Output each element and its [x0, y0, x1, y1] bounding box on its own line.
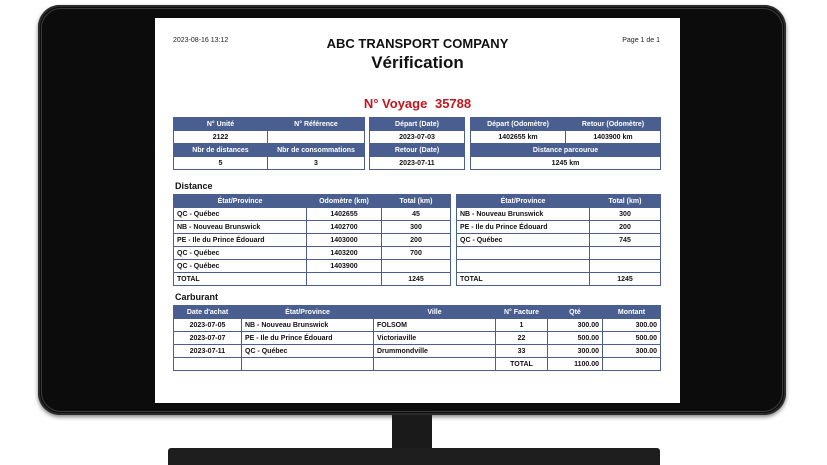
row-province: NB - Nouveau Brunswick: [457, 208, 590, 221]
empty-cell: [457, 260, 590, 273]
table-row: [457, 247, 661, 260]
depart-odo: 1402655 km: [471, 131, 566, 144]
row-date: 2023-07-05: [174, 319, 242, 332]
row-amount: 500.00: [603, 332, 661, 345]
row-total: 700: [382, 247, 451, 260]
col-total: Total (km): [382, 195, 451, 208]
empty-cell: [374, 358, 496, 371]
total-row: [174, 273, 451, 286]
table-row: [457, 221, 661, 234]
empty-cell: [457, 247, 590, 260]
row-odometer: 1403000: [307, 234, 382, 247]
print-date: 2023-08-16 13:12: [173, 37, 229, 44]
col-city: Ville: [374, 306, 496, 319]
row-total: 300: [382, 221, 451, 234]
monitor-stand-neck: [392, 415, 432, 451]
row-total: 745: [590, 234, 661, 247]
total-quantity: 1100.00: [548, 358, 603, 371]
table-row: [174, 247, 451, 260]
row-province: QC - Québec: [457, 234, 590, 247]
row-total: 300: [590, 208, 661, 221]
row-city: Victoriaville: [374, 332, 496, 345]
row-quantity: 300.00: [548, 319, 603, 332]
distances-count-header: Nbr de distances: [174, 144, 268, 157]
retour-odo: 1403900 km: [566, 131, 661, 144]
row-invoice: 22: [496, 332, 548, 345]
row-province: QC - Québec: [242, 345, 374, 358]
empty-cell: [307, 273, 382, 286]
row-province: NB - Nouveau Brunswick: [242, 319, 374, 332]
retour-date-header: Retour (Date): [370, 144, 465, 157]
monitor-stand-base: [168, 448, 660, 465]
table-row: [174, 345, 661, 358]
row-amount: 300.00: [603, 345, 661, 358]
odometer-table: [470, 117, 661, 170]
distances-count: 5: [174, 157, 268, 170]
row-date: 2023-07-07: [174, 332, 242, 345]
row-odometer: 1403200: [307, 247, 382, 260]
row-odometer: 1402700: [307, 221, 382, 234]
distance-detail-table: [173, 194, 451, 286]
row-quantity: 500.00: [548, 332, 603, 345]
col-province: État/Province: [174, 195, 307, 208]
total-label: TOTAL: [174, 273, 307, 286]
unit-value: 2122: [174, 131, 268, 144]
total-value: 1245: [590, 273, 661, 286]
row-total: 200: [590, 221, 661, 234]
empty-cell: [603, 358, 661, 371]
row-city: FOLSOM: [374, 319, 496, 332]
col-province: État/Province: [457, 195, 590, 208]
row-province: QC - Québec: [174, 208, 307, 221]
row-odometer: 1403900: [307, 260, 382, 273]
fuel-table: [173, 305, 661, 371]
row-province: PE - Ile du Prince Édouard: [457, 221, 590, 234]
retour-odo-header: Retour (Odomètre): [566, 118, 661, 131]
distance-summary-table: [456, 194, 661, 286]
col-invoice: N° Facture: [496, 306, 548, 319]
voyage-value: 35788: [434, 96, 472, 111]
retour-date: 2023-07-11: [370, 157, 465, 170]
table-row: [174, 208, 451, 221]
consumptions-count-header: Nbr de consommations: [268, 144, 365, 157]
row-province: QC - Québec: [174, 247, 307, 260]
col-amount: Montant: [603, 306, 661, 319]
col-purchase-date: Date d'achat: [174, 306, 242, 319]
col-total: Total (km): [590, 195, 661, 208]
distance-section-title: Distance: [175, 181, 213, 191]
row-invoice: 1: [496, 319, 548, 332]
row-total: 200: [382, 234, 451, 247]
total-label: TOTAL: [457, 273, 590, 286]
unit-header: N° Unité: [174, 118, 268, 131]
row-city: Drummondville: [374, 345, 496, 358]
table-row: [174, 332, 661, 345]
report-page: [155, 18, 680, 403]
report-title: Vérification: [371, 53, 464, 72]
table-row: [174, 221, 451, 234]
table-row: [457, 234, 661, 247]
empty-cell: [590, 260, 661, 273]
empty-cell: [590, 247, 661, 260]
total-label: TOTAL: [496, 358, 548, 371]
row-province: PE - Ile du Prince Édouard: [242, 332, 374, 345]
dates-table: [369, 117, 465, 170]
company-name: ABC TRANSPORT COMPANY: [326, 36, 509, 51]
row-quantity: 300.00: [548, 345, 603, 358]
row-province: NB - Nouveau Brunswick: [174, 221, 307, 234]
unit-table: [173, 117, 365, 170]
distance-value: 1245 km: [471, 157, 661, 170]
row-total: [382, 260, 451, 273]
fuel-section-title: Carburant: [175, 292, 219, 302]
page-indicator: Page 1 de 1: [622, 37, 660, 44]
col-quantity: Qté: [548, 306, 603, 319]
row-odometer: 1402655: [307, 208, 382, 221]
distance-header: Distance parcourue: [471, 144, 661, 157]
empty-cell: [174, 358, 242, 371]
voyage-label: N° Voyage: [363, 96, 428, 111]
row-province: QC - Québec: [174, 260, 307, 273]
table-row: [457, 260, 661, 273]
total-value: 1245: [382, 273, 451, 286]
depart-odo-header: Départ (Odomètre): [471, 118, 566, 131]
total-row: [457, 273, 661, 286]
col-province: État/Province: [242, 306, 374, 319]
depart-date-header: Départ (Date): [370, 118, 465, 131]
ref-value: [268, 131, 365, 144]
consumptions-count: 3: [268, 157, 365, 170]
table-row: [457, 208, 661, 221]
table-row: [174, 319, 661, 332]
row-amount: 300.00: [603, 319, 661, 332]
depart-date: 2023-07-03: [370, 131, 465, 144]
voyage-number: [155, 96, 680, 111]
table-row: [174, 234, 451, 247]
row-invoice: 33: [496, 345, 548, 358]
ref-header: N° Référence: [268, 118, 365, 131]
table-row: [174, 260, 451, 273]
row-province: PE - Ile du Prince Édouard: [174, 234, 307, 247]
empty-cell: [242, 358, 374, 371]
row-total: 45: [382, 208, 451, 221]
total-row: [174, 358, 661, 371]
row-date: 2023-07-11: [174, 345, 242, 358]
col-odometer: Odomètre (km): [307, 195, 382, 208]
